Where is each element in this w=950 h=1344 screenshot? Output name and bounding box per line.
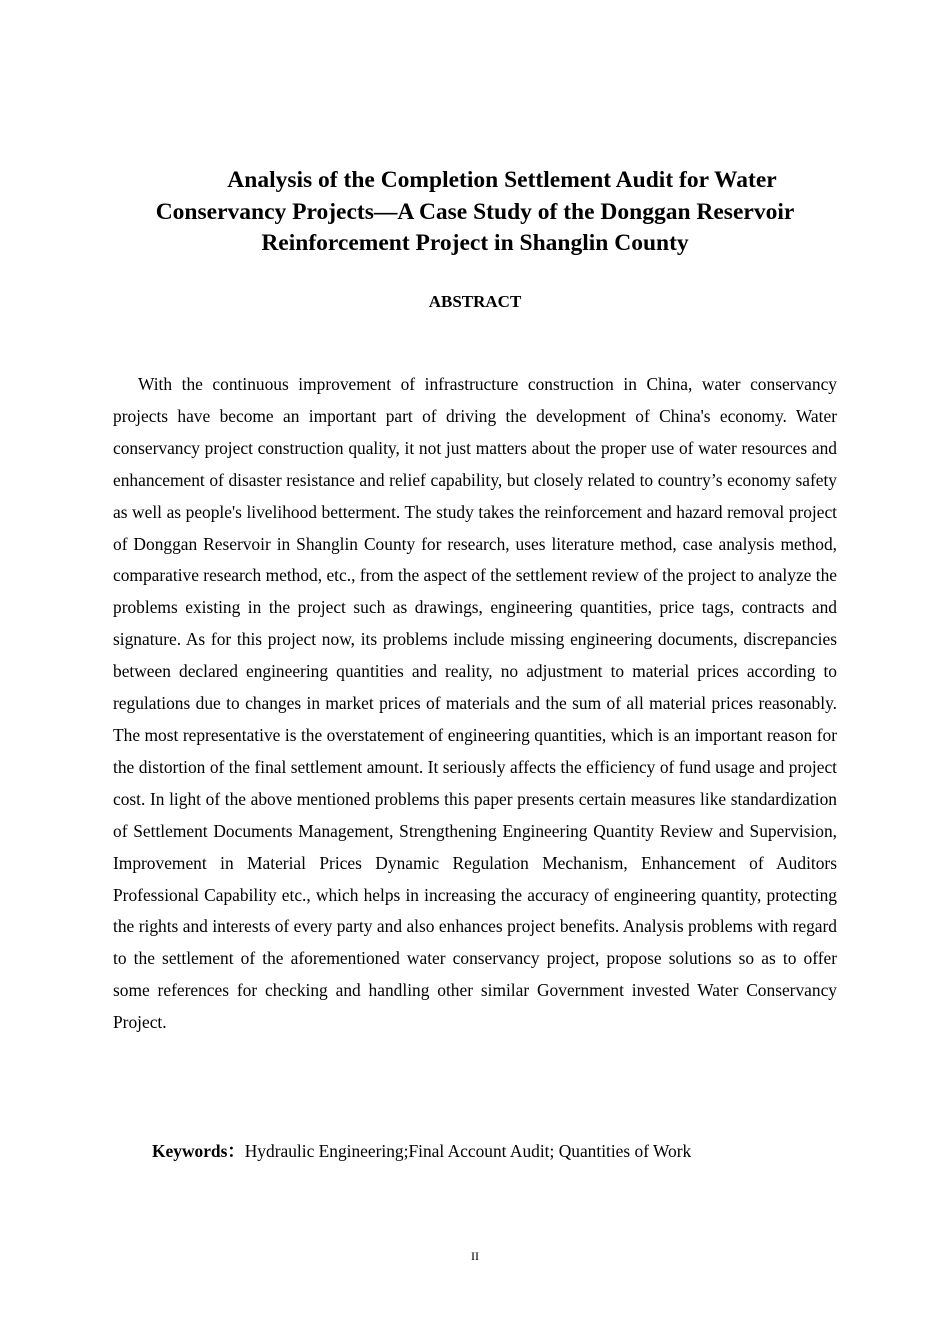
abstract-body: With the continuous improvement of infrastructure construction in China, water conservancy projects have become an important part of driving the development of China's economy. Water conservancy project construction quality, it not just matters about the proper use of water resources and enhancement of disaster resistance and relief capability, but closely related to country’s economy safety as well as people's livelihood betterment. The study takes the reinforcement and hazard removal project of Donggan Reservoir in Shanglin County for research, uses literature method, case analysis method, comparative research method, etc., from the aspect of the settlement review of the project to analyze the problems existing in the project such as drawings, engineering quantities, price tags, contracts and signature. As for this project now, its problems include missing engineering documents, discrepancies between declared engineering quantities and reality, no adjustment to material prices according to regulations due to changes in market prices of materials and the sum of all material prices reasonably. The most representative is the overstatement of engineering quantities, which is an important reason for the distortion of the final settlement amount. It seriously affects the efficiency of fund usage and project cost. In light of the above mentioned problems this paper presents certain measures like standardization of Settlement Documents Management, Strengthening Engineering Quantity Review and Supervision, Improvement in Material Prices Dynamic Regulation Mechanism, Enhancement of Auditors Professional Capability etc., which helps in increasing the accuracy of engineering quantity, protecting the rights and interests of every party and also enhances project benefits. Analysis problems with regard to the settlement of the aforementioned water conservancy project, propose solutions so as to offer some references for checking and handling other similar Government invested Water Conservancy Project. <box>113 374 837 1033</box>
page-number: II <box>471 1249 479 1263</box>
abstract-heading: ABSTRACT <box>428 292 522 311</box>
keywords-text: Hydraulic Engineering;Final Account Audit; Quantities of Work <box>244 1141 692 1161</box>
keywords-label: Keywords： <box>152 1141 245 1161</box>
paper-title <box>113 165 837 260</box>
title-line-2: Conservancy Projects—A Case Study of the Donggan Reservoir <box>155 198 795 225</box>
title-line-1: Analysis of the Completion Settlement Audit for Water <box>227 167 777 193</box>
title-line-3: Reinforcement Project in Shanglin County <box>261 230 689 256</box>
keywords-line <box>152 1136 691 1166</box>
